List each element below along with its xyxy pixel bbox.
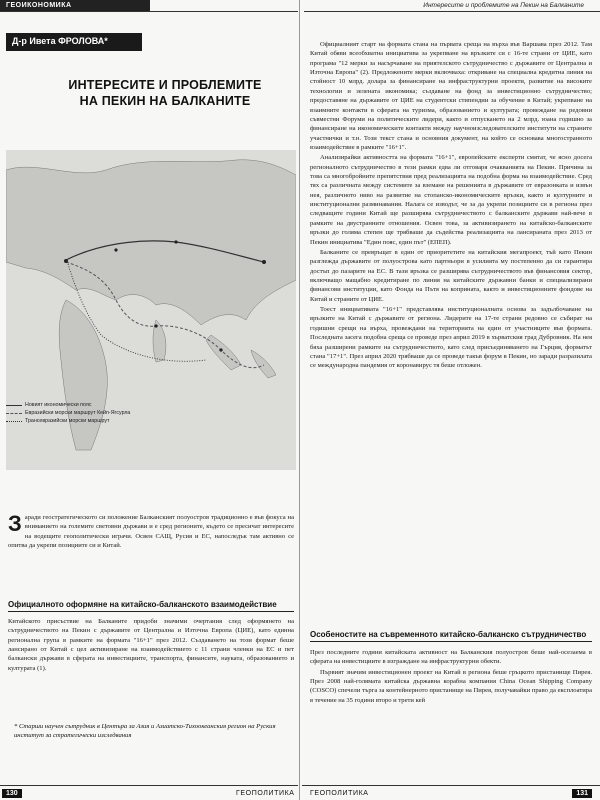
paragraph: Първият значим инвестиционен проект на Китай в региона беше гръцкото пристанище Пирея. През 2008 най-голямата китайска държавна корабна компания China Ocean Shipping Company (COSCO) спечели търга за контейнерното пристанище на Пирея, получавайки право да експлоатира в течение на 35 години второ и трети кей [310, 668, 592, 704]
title-line-1: ИНТЕРЕСИТЕ И ПРОБЛЕМИТЕ [68, 78, 262, 92]
right-page [300, 0, 600, 800]
section-header: ГЕОИКОНОМИКА [0, 0, 150, 12]
legend-label: Новият икономически пояс [25, 402, 92, 408]
header-rule [304, 11, 600, 12]
footer-rule [0, 785, 298, 786]
running-title: Интересите и проблемите на Пекин на Балканите [423, 2, 584, 9]
section1-paragraph: Китайското присъствие на Балканите придоби значими очертания след оформянето на сътрудничеството на Пекин с държавите от Централна и Източна Европа (ЦИЕ), като единна регионална група в рамките на формата "16+1" през 2012. Създаването на този формат беше лансирано от Китай с цел активизиране на взаимодействието с 11 страни членки на ЕС и пет балкански държави в сферата на инвестициите, транспорта, финансите, науката, образованието и културата (1). [8, 618, 294, 672]
footer-label: ГЕОПОЛИТИКА [310, 790, 369, 797]
legend-label: Евразийски морски маршрут Кейп-Ягсурла [25, 410, 131, 416]
paragraph: През последните години китайската активност на Балканския полуостров беше най-осезаема в сферата на инвестициите в изграждане на инфраструктурни обекти. [310, 649, 592, 666]
page-number: 130 [2, 789, 22, 798]
footer-label: ГЕОПОЛИТИКА [236, 790, 295, 797]
paragraph: Тоест инициативата "16+1" представлява институционалната основа за задълбочаване на връзките на Китай с държавите от региона. Лидерите на 17-те страни редовно се събират на годишни срещи на върха, провеждани на територията на един от участниците във формата. Последната засега подобна среща се проведе през април 2019 в хърватския град Дубровник. На нея бяха разширени рамките на сътрудничеството, като след присъединяването на Гърция, форматът стана "17+1". През април 2020 трябваше да се проведе такъв форум в Пекин, но заради разразилата се международна пандемия от коронавирус тя беше отложен. [310, 306, 592, 370]
intro-paragraph [8, 513, 294, 550]
legend-swatch-dotted [6, 421, 22, 422]
drop-cap: З [8, 511, 22, 536]
section1-body [8, 617, 294, 674]
intro-text: аради геостратегическото си положение Балканският полуостров традиционно е във фокуса на вниманието на големите световни държави и е сред регионите, където се пресичат интересите на водещите геополитически играчи. Освен САЩ, Русия и ЕС, напоследък там активно се опитва да укрепи позициите си и Китай. [8, 514, 294, 550]
legend-item-3 [6, 418, 109, 424]
right-body-top [310, 40, 592, 372]
author-footnote: * Старши научен сътрудник в Центъра за Азия и Азиатско-Тихоокеанския регион на Руския институт за стратегически изследвания [14, 723, 276, 740]
legend-item-1 [6, 402, 92, 408]
section-title: Особеностите на съвременното китайско-балканско сътрудничество [310, 630, 592, 642]
author-name: Д-р Ивета ФРОЛОВА* [6, 33, 142, 51]
footer-rule [302, 785, 600, 786]
section1-heading [8, 600, 294, 612]
paragraph: Официалният старт на формата стана на първата среща на върха във Варшава през 2012. Там Китай обяви всеобхватна инициатива за укрепване на връзките си с 16-те страни от ЦИЕ, като програма "12 мерки за насърчаване на приятелското сътрудничество с държавите от Централна и Източна Европа" (2). Предложените мерки включваха: откриване на специална кредитна линия на стойност 10 млрд. долара за финансиране на инфраструктурни проекти, развитие на високите технологии и зелената икономика; създаване на фонд за инвестиционно сътрудничество; предоставяне на държавите от ЦИЕ на студентски стипендии за обучение в Китай; укрепване на взаимните контакти в сферата на туризма, образованието и културата; провеждане на редовни съвместни Форуми на политическите лидери, както и отпускането на 2 млрд. юана годишно за финансиране на икономическите контакти между научноизследователските институти на страните участнички и т.н. Този текст стана и основния документ, на който се основава многостранното взаимодействие в рамките "16+1". [310, 41, 592, 151]
page-number: 131 [572, 789, 592, 798]
paragraph: Анализирайки активността на формата "16+1", европейските експерти смятат, че ясно досега регионалното сътрудничество в тези рамки едва ли отговаря очакванията на Пекин. Причина за това са многобройните препятствия пред реализацията на подобна форма на взаимодействие. Сред тях са различната между системите за вземане на решенията в държавите от евразонката и извън нея, различното ниво на развитие на стопанско-икономическите връзки, както и културните и институционални разминавания. Налага се изводът, че за да укрепи позициите си в региона през следващите години Китай ще разширява сътрудничеството с балканските държави най-вече в рамките на двустранните отношения. Освен това, за активизирането на китайско-балканските връзки до голяма степен ще трябваше да съдейства реализацията на лансираната през 2013 от Пекин инициатива "Един пояс, един път" (ЕПЕП). [310, 154, 592, 246]
legend-swatch-dashed [6, 413, 22, 414]
legend-item-2 [6, 410, 130, 416]
right-body-bottom [310, 648, 592, 706]
header-rule [0, 11, 298, 12]
paragraph: Балканите се превръщат в един от приоритетите на китайския мегапроект, тъй като Пекин разглежда държавите от полуострова като партньори в усилията му постепенно да си гарантира достъп до пазарите на ЕС. В тази връзка се разширява сътрудничеството във финансовия сектор, включващо мащабно кредитиране по линия на китайските държавни банки и специализирани финансови институции, като Фонда на Пътя на коприната, както и инвестиционните фондове на Китай и страните от ЦИЕ. [310, 248, 592, 303]
article-title [60, 78, 270, 109]
title-line-2: НА ПЕКИН НА БАЛКАНИТЕ [79, 93, 251, 108]
section2-heading [310, 630, 592, 642]
section-title: Официалното оформяне на китайско-балканското взаимодействие [8, 600, 294, 612]
legend-swatch-solid [6, 405, 22, 406]
legend-label: Трансевразийски морски маршрут [25, 418, 110, 424]
